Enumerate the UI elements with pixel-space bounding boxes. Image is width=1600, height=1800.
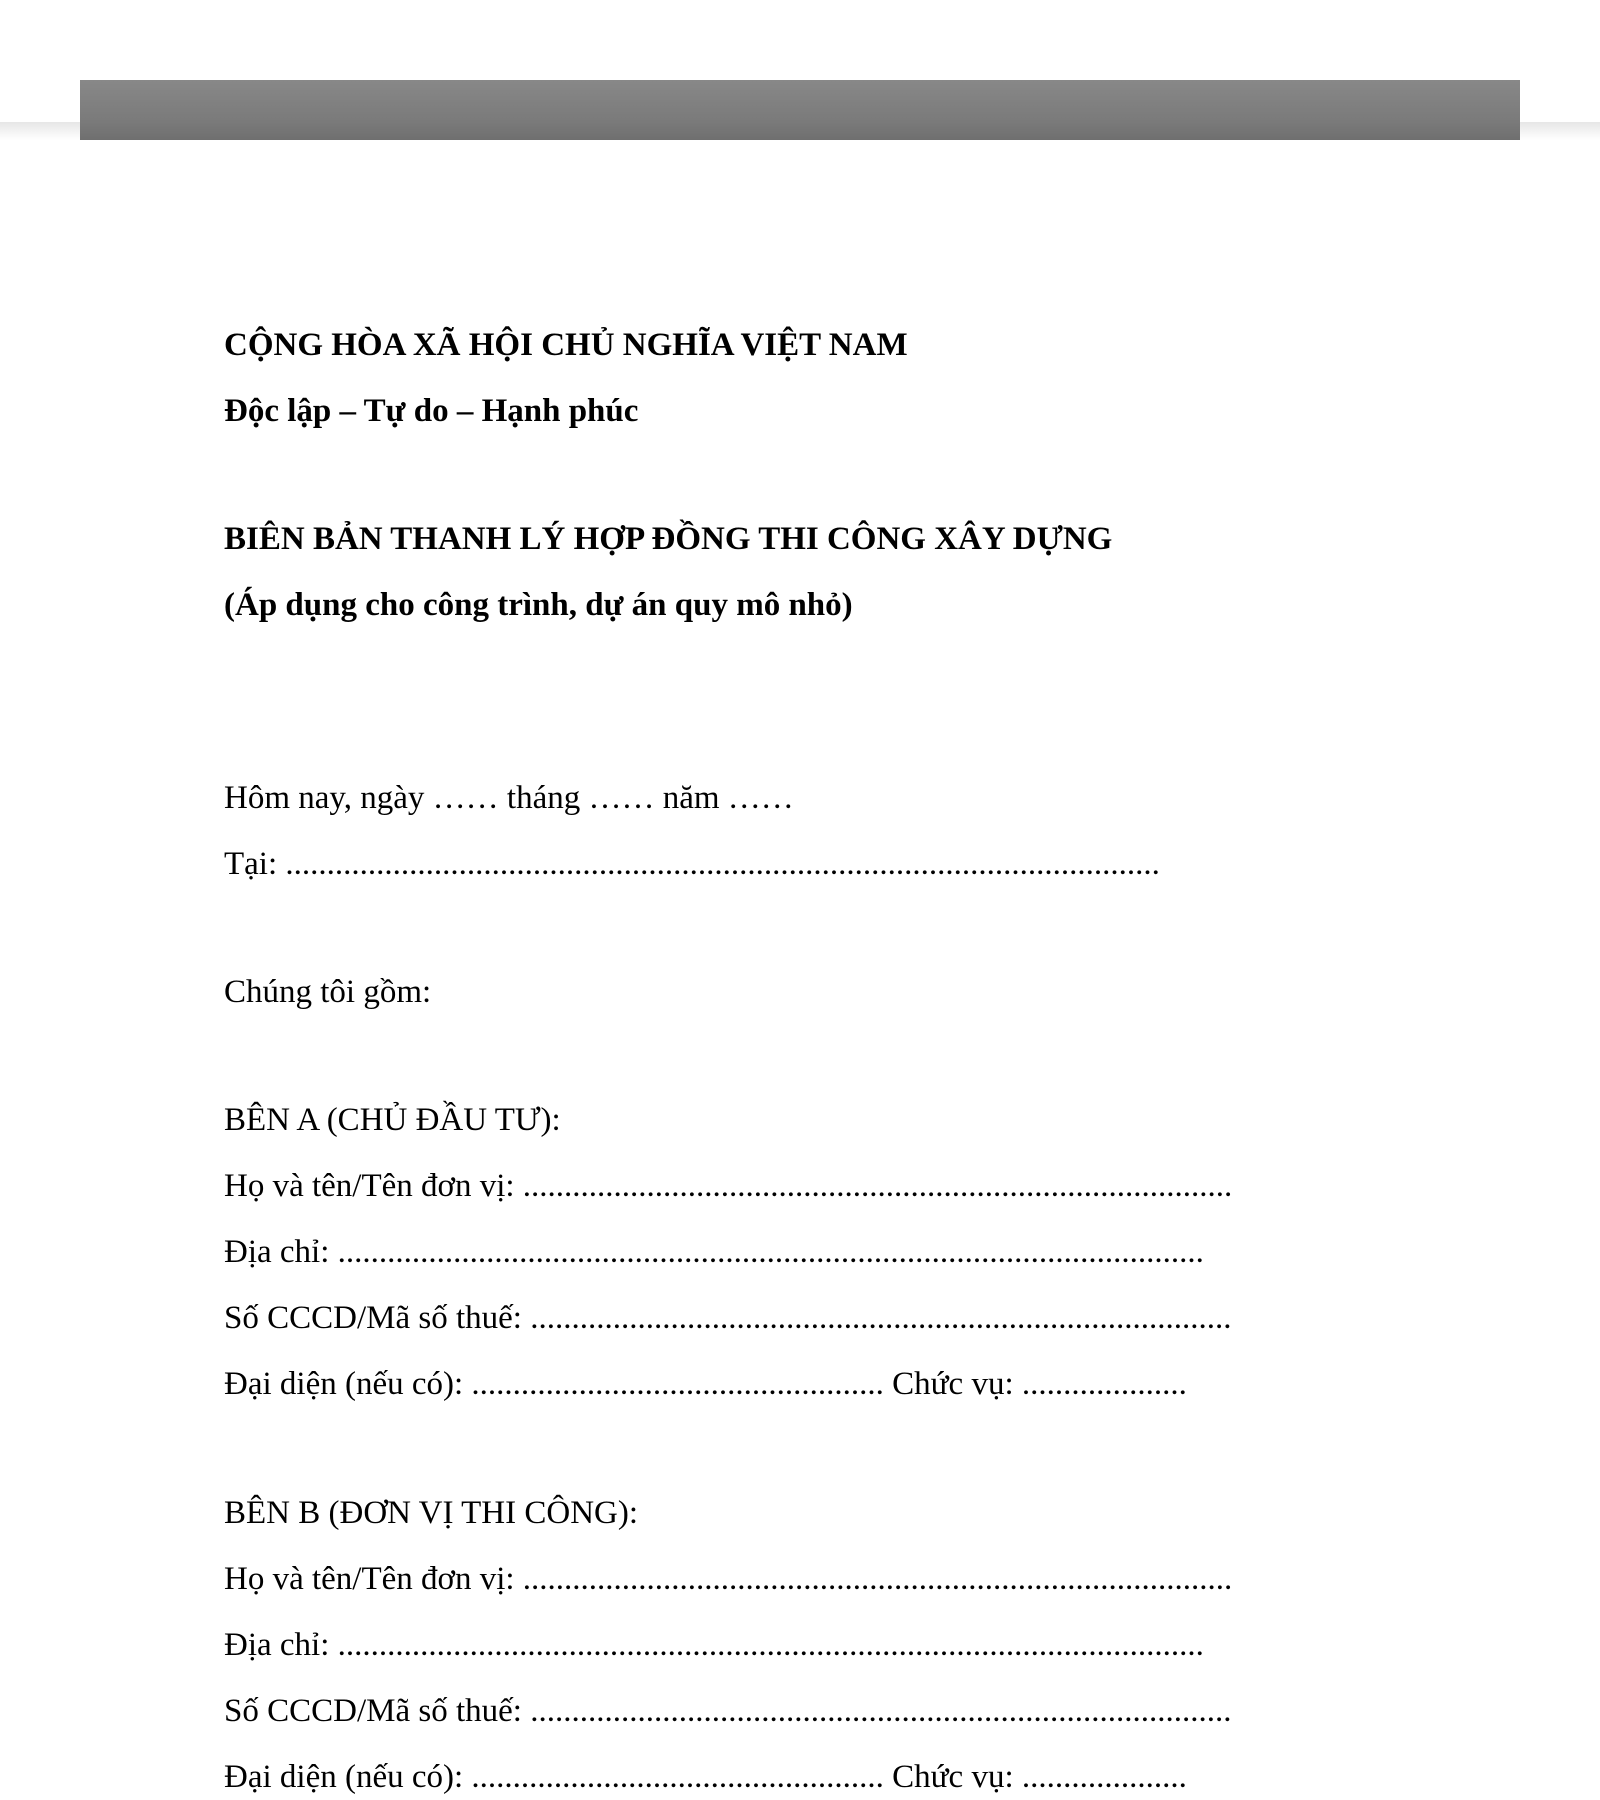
party-a-name-line: Họ và tên/Tên đơn vị: ...................................................................................... xyxy=(224,1168,1233,1204)
party-a-representative-line: Đại diện (nếu có): .................................................. Chức vụ: .................... xyxy=(224,1366,1187,1402)
party-a-address-line: Địa chỉ: ......................................................................................................... xyxy=(224,1234,1204,1270)
place-line: Tại: .......................................................................................................... xyxy=(224,846,1160,882)
parties-intro: Chúng tôi gồm: xyxy=(224,974,432,1010)
party-a-id-line: Số CCCD/Mã số thuế: ..................................................................................... xyxy=(224,1300,1232,1336)
party-a-heading: BÊN A (CHỦ ĐẦU TƯ): xyxy=(224,1102,561,1138)
party-b-id-line: Số CCCD/Mã số thuế: ..................................................................................... xyxy=(224,1693,1232,1729)
document-page xyxy=(0,140,1600,1800)
document-title: BIÊN BẢN THANH LÝ HỢP ĐỒNG THI CÔNG XÂY DỰNG xyxy=(224,521,1113,557)
document-subtitle: (Áp dụng cho công trình, dự án quy mô nhỏ) xyxy=(224,587,853,623)
party-b-representative-line: Đại diện (nếu có): .................................................. Chức vụ: .................... xyxy=(224,1759,1187,1795)
date-line: Hôm nay, ngày …… tháng …… năm …… xyxy=(224,780,794,816)
party-b-address-line: Địa chỉ: ......................................................................................................... xyxy=(224,1627,1204,1663)
viewer-toolbar xyxy=(80,80,1520,140)
national-motto: Độc lập – Tự do – Hạnh phúc xyxy=(224,393,639,429)
national-title: CỘNG HÒA XÃ HỘI CHỦ NGHĨA VIỆT NAM xyxy=(224,327,908,363)
party-b-heading: BÊN B (ĐƠN VỊ THI CÔNG): xyxy=(224,1495,639,1531)
party-b-name-line: Họ và tên/Tên đơn vị: ...................................................................................... xyxy=(224,1561,1233,1597)
